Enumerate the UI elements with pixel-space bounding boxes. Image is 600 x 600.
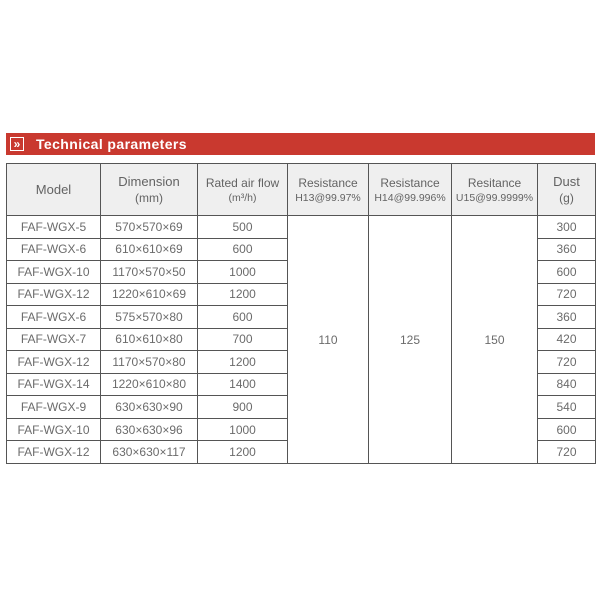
dimension-cell: 1220×610×69 xyxy=(101,283,198,306)
airflow-cell: 1200 xyxy=(198,283,288,306)
dimension-cell: 1170×570×50 xyxy=(101,261,198,284)
column-header-unit: (g) xyxy=(559,191,574,206)
column-header-label: Dimension xyxy=(118,173,180,189)
column-header-unit: (mm) xyxy=(135,191,163,206)
column-header-resistance-u15 xyxy=(452,164,538,216)
dust-cell: 600 xyxy=(538,418,596,441)
dust-cell: 720 xyxy=(538,441,596,464)
model-cell: FAF-WGX-6 xyxy=(7,238,101,261)
section-title: Technical parameters xyxy=(36,136,187,152)
column-header-resistance-h13 xyxy=(288,164,369,216)
model-cell: FAF-WGX-10 xyxy=(7,261,101,284)
model-cell: FAF-WGX-6 xyxy=(7,306,101,329)
dimension-cell: 1220×610×80 xyxy=(101,373,198,396)
dimension-cell: 630×630×96 xyxy=(101,418,198,441)
dust-cell: 540 xyxy=(538,396,596,419)
dust-cell: 720 xyxy=(538,283,596,306)
dimension-cell: 570×570×69 xyxy=(101,216,198,239)
dimension-cell: 630×630×90 xyxy=(101,396,198,419)
dimension-cell: 610×610×80 xyxy=(101,328,198,351)
dust-cell: 600 xyxy=(538,261,596,284)
column-header-label: Resistance xyxy=(380,175,440,190)
dust-cell: 420 xyxy=(538,328,596,351)
model-cell: FAF-WGX-5 xyxy=(7,216,101,239)
column-header-dust xyxy=(538,164,596,216)
column-header-resistance-h14 xyxy=(369,164,452,216)
model-cell: FAF-WGX-12 xyxy=(7,441,101,464)
airflow-cell: 1200 xyxy=(198,441,288,464)
dimension-cell: 610×610×69 xyxy=(101,238,198,261)
dust-cell: 720 xyxy=(538,351,596,374)
airflow-cell: 1000 xyxy=(198,261,288,284)
column-header-spec: U15@99.9999% xyxy=(455,191,534,204)
dimension-cell: 575×570×80 xyxy=(101,306,198,329)
dust-cell: 360 xyxy=(538,238,596,261)
model-cell: FAF-WGX-12 xyxy=(7,351,101,374)
column-header-spec: H14@99.996% xyxy=(374,191,446,204)
column-header-airflow xyxy=(198,164,288,216)
column-header-model xyxy=(7,164,101,216)
airflow-cell: 600 xyxy=(198,306,288,329)
resistance-h14-cell: 125 xyxy=(369,216,452,464)
airflow-cell: 600 xyxy=(198,238,288,261)
column-header-spec: H13@99.97% xyxy=(295,191,361,204)
dimension-cell: 1170×570×80 xyxy=(101,351,198,374)
dust-cell: 360 xyxy=(538,306,596,329)
airflow-cell: 1000 xyxy=(198,418,288,441)
column-header-label: Rated air flow xyxy=(205,175,280,190)
dimension-cell: 630×630×117 xyxy=(101,441,198,464)
column-header-label: Model xyxy=(35,181,72,197)
model-cell: FAF-WGX-10 xyxy=(7,418,101,441)
header-row xyxy=(7,164,596,216)
model-cell: FAF-WGX-7 xyxy=(7,328,101,351)
airflow-cell: 1400 xyxy=(198,373,288,396)
column-header-dimension xyxy=(101,164,198,216)
model-cell: FAF-WGX-9 xyxy=(7,396,101,419)
model-cell: FAF-WGX-12 xyxy=(7,283,101,306)
dust-cell: 840 xyxy=(538,373,596,396)
resistance-u15-cell: 150 xyxy=(452,216,538,464)
resistance-h13-cell: 110 xyxy=(288,216,369,464)
double-chevron-right-icon: » xyxy=(10,137,24,151)
airflow-cell: 900 xyxy=(198,396,288,419)
airflow-cell: 1200 xyxy=(198,351,288,374)
airflow-cell: 500 xyxy=(198,216,288,239)
column-header-label: Dust xyxy=(553,173,580,189)
parameters-table xyxy=(6,163,596,464)
section-header-bar xyxy=(6,133,595,155)
model-cell: FAF-WGX-14 xyxy=(7,373,101,396)
column-header-label: Resistance xyxy=(298,175,358,190)
dust-cell: 300 xyxy=(538,216,596,239)
column-header-label: Resitance xyxy=(467,175,522,190)
table-row xyxy=(7,216,596,239)
airflow-cell: 700 xyxy=(198,328,288,351)
column-header-unit: (m³/h) xyxy=(228,191,257,204)
